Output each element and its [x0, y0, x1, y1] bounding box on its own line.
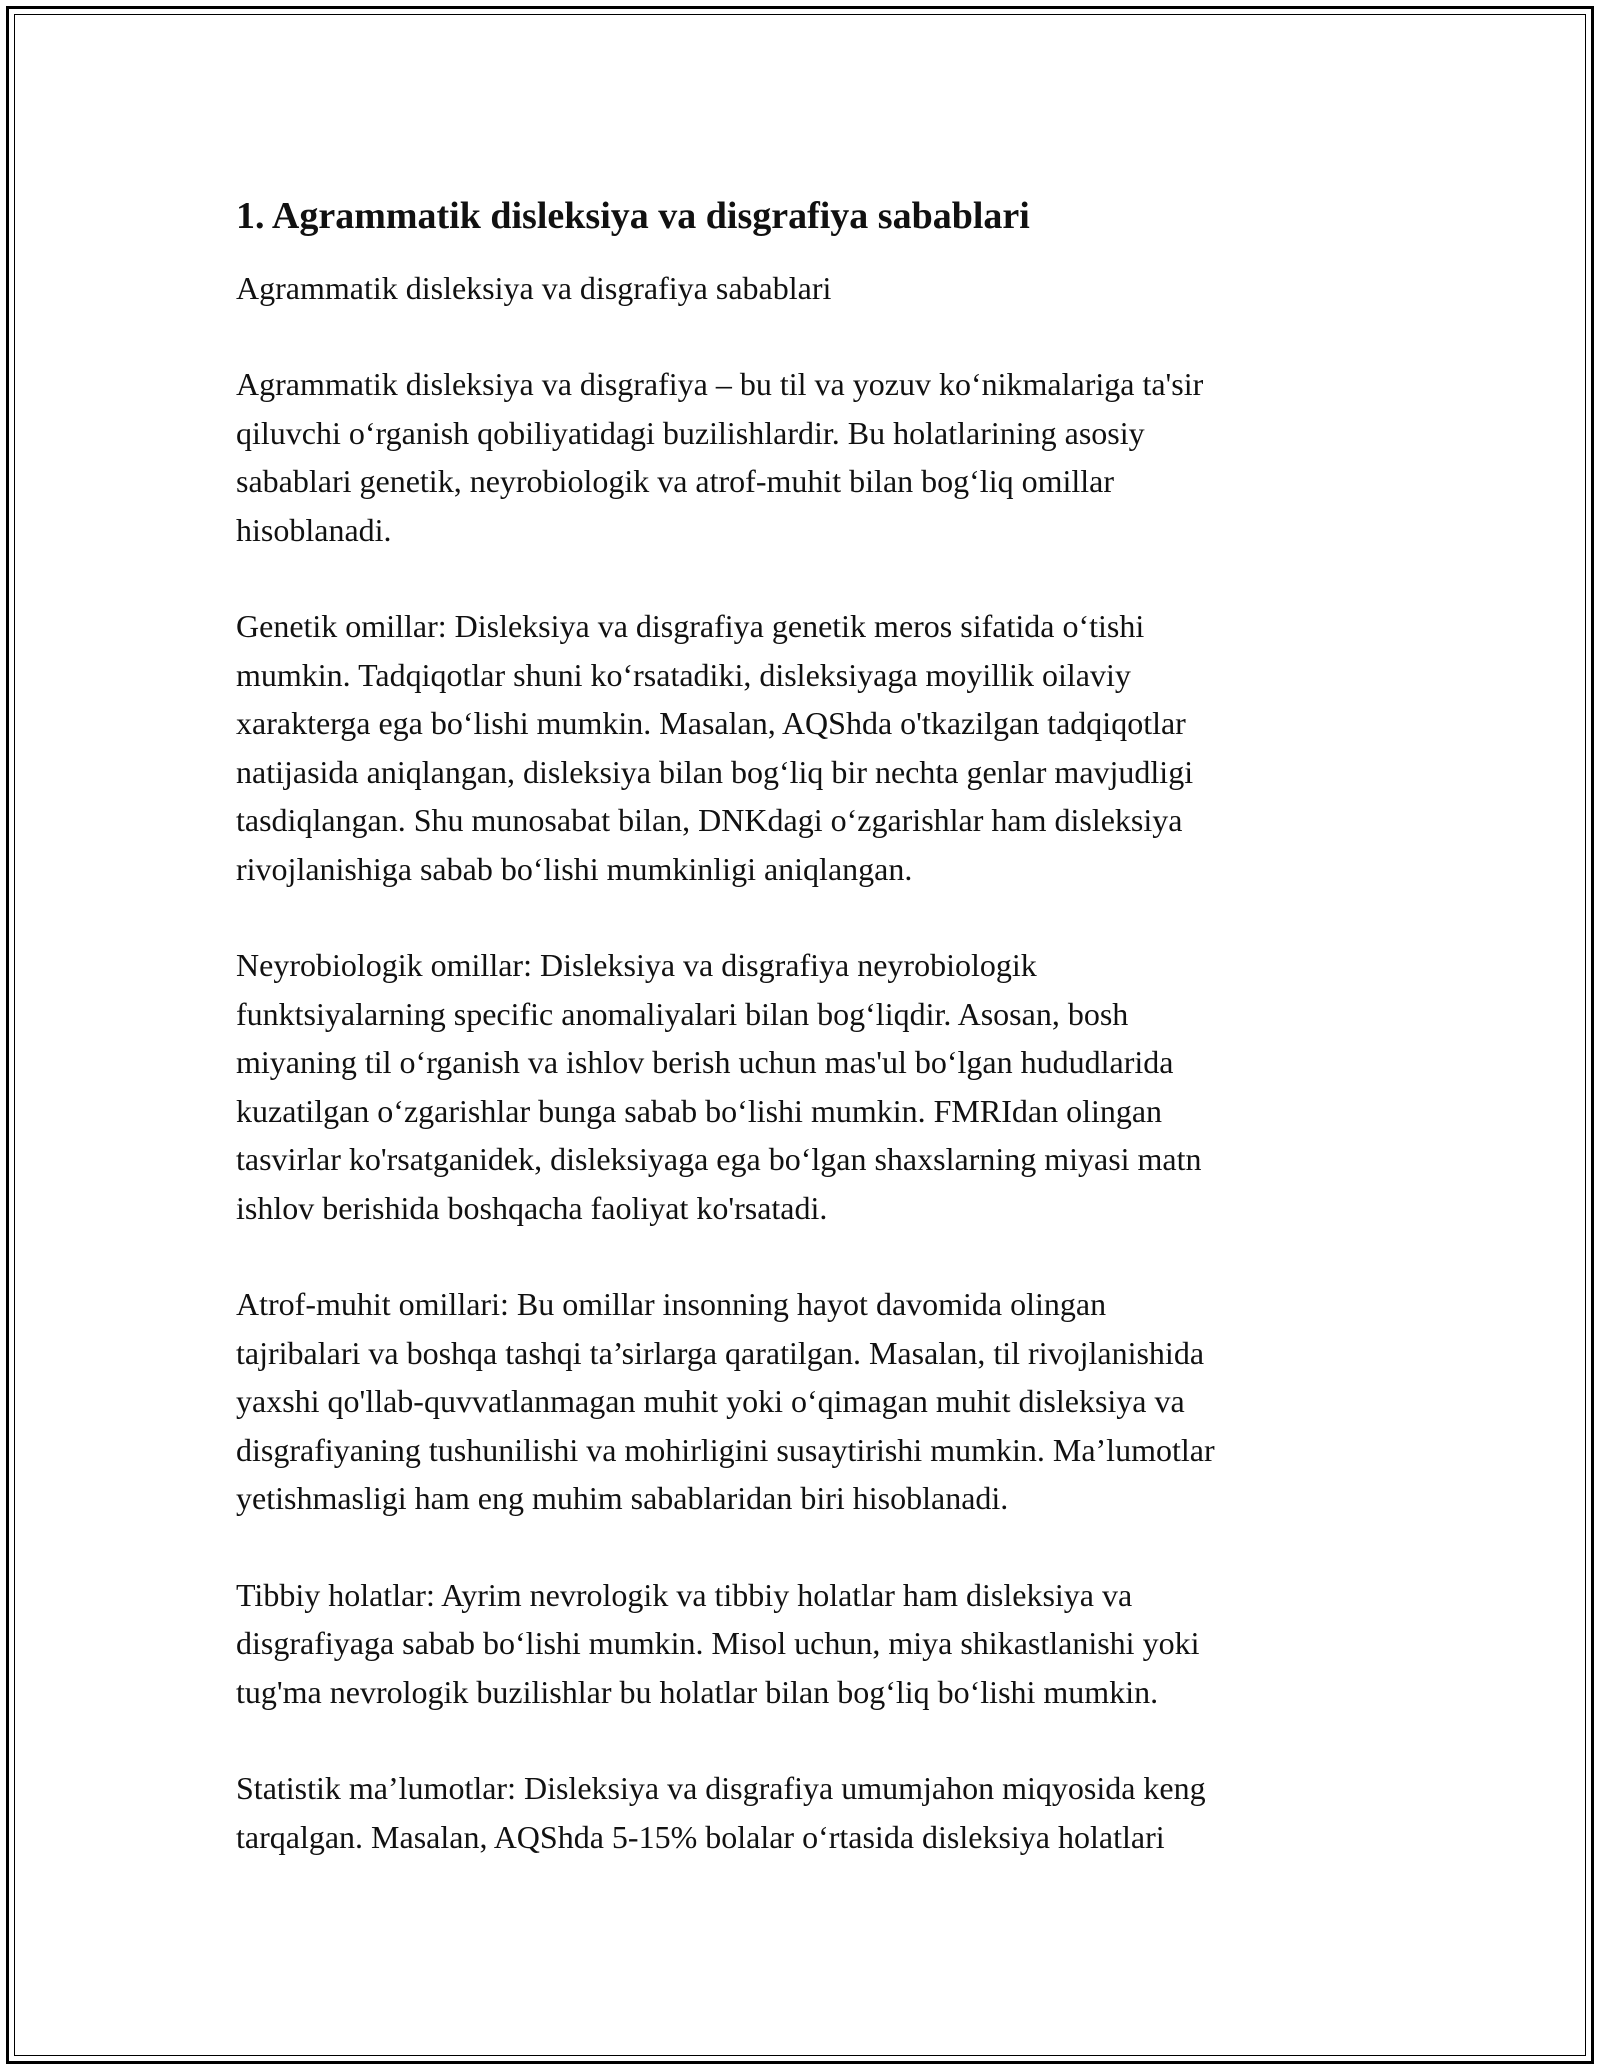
text-line: tug'ma nevrologik buzilishlar bu holatlar bilan bog‘liq bo‘lishi mumkin.	[236, 1673, 1159, 1710]
text-line: yetishmasligi ham eng muhim sabablaridan biri hisoblanadi.	[236, 1480, 1009, 1516]
section-subtitle: Agrammatik disleksiya va disgrafiya sabablari	[236, 270, 832, 306]
text-line: hisoblanadi.	[236, 511, 392, 548]
paragraph-statistics	[236, 1764, 1366, 1861]
paragraph-intro	[236, 360, 1366, 554]
text-line: kuzatilgan o‘zgarishlar bunga sabab bo‘lishi mumkin. FMRIdan olingan	[236, 1092, 1163, 1129]
paragraph-environmental-factors	[236, 1280, 1366, 1523]
text-line: tarqalgan. Masalan, AQShda 5-15% bolalar o‘rtasida disleksiya holatlari	[236, 1818, 1165, 1855]
text-line: disgrafiyaning tushunilishi va mohirligini susaytirishi mumkin. Ma’lumotlar	[236, 1431, 1215, 1468]
text-line: rivojlanishiga sabab bo‘lishi mumkinligi aniqlangan.	[236, 850, 913, 887]
text-line: Agrammatik disleksiya va disgrafiya – bu til va yozuv ko‘nikmalariga ta'sir	[236, 366, 1204, 402]
text-line: Atrof-muhit omillari: Bu omillar insonning hayot davomida olingan	[236, 1286, 1107, 1322]
text-line: tajribalari va boshqa tashqi ta’sirlarga qaratilgan. Masalan, til rivojlanishida	[236, 1334, 1205, 1371]
section-title: 1. Agrammatik disleksiya va disgrafiya sabablari	[236, 195, 1030, 237]
text-line: Genetik omillar: Disleksiya va disgrafiya genetik meros sifatida o‘tishi	[236, 608, 1145, 644]
text-line: natijasida aniqlangan, disleksiya bilan bog‘liq bir nechta genlar mavjudligi	[236, 753, 1194, 790]
paragraph-medical-conditions	[236, 1571, 1366, 1717]
document-body	[236, 180, 1366, 1861]
text-line: tasdiqlangan. Shu munosabat bilan, DNKdagi o‘zgarishlar ham disleksiya	[236, 802, 1183, 838]
text-line: funktsiyalarning specific anomaliyalari bilan bog‘liqdir. Asosan, bosh	[236, 995, 1129, 1032]
text-line: qiluvchi o‘rganish qobiliyatidagi buzilishlardir. Bu holatlarining asosiy	[236, 414, 1145, 451]
text-line: Statistik ma’lumotlar: Disleksiya va disgrafiya umumjahon miqyosida keng	[236, 1770, 1206, 1806]
text-line: mumkin. Tadqiqotlar shuni ko‘rsatadiki, disleksiyaga moyillik oilaviy	[236, 656, 1131, 693]
paragraph-neurobiological-factors	[236, 941, 1366, 1232]
text-line: miyaning til o‘rganish va ishlov berish uchun mas'ul bo‘lgan hududlarida	[236, 1044, 1174, 1080]
text-line: tasvirlar ko'rsatganidek, disleksiyaga ega bo‘lgan shaxslarning miyasi matn	[236, 1141, 1202, 1177]
text-line: yaxshi qo'llab-quvvatlanmagan muhit yoki o‘qimagan muhit disleksiya va	[236, 1383, 1185, 1419]
text-line: xarakterga ega bo‘lishi mumkin. Masalan, AQShda o'tkazilgan tadqiqotlar	[236, 705, 1186, 741]
text-line: sabablari genetik, neyrobiologik va atrof-muhit bilan bog‘liq omillar	[236, 463, 1114, 499]
text-line: Neyrobiologik omillar: Disleksiya va disgrafiya neyrobiologik	[236, 947, 1037, 983]
text-line: Tibbiy holatlar: Ayrim nevrologik va tibbiy holatlar ham disleksiya va	[236, 1576, 1133, 1613]
paragraph-genetic-factors	[236, 602, 1366, 893]
text-line: disgrafiyaga sabab bo‘lishi mumkin. Misol uchun, miya shikastlanishi yoki	[236, 1625, 1200, 1661]
text-line: ishlov berishida boshqacha faoliyat ko'rsatadi.	[236, 1189, 828, 1226]
